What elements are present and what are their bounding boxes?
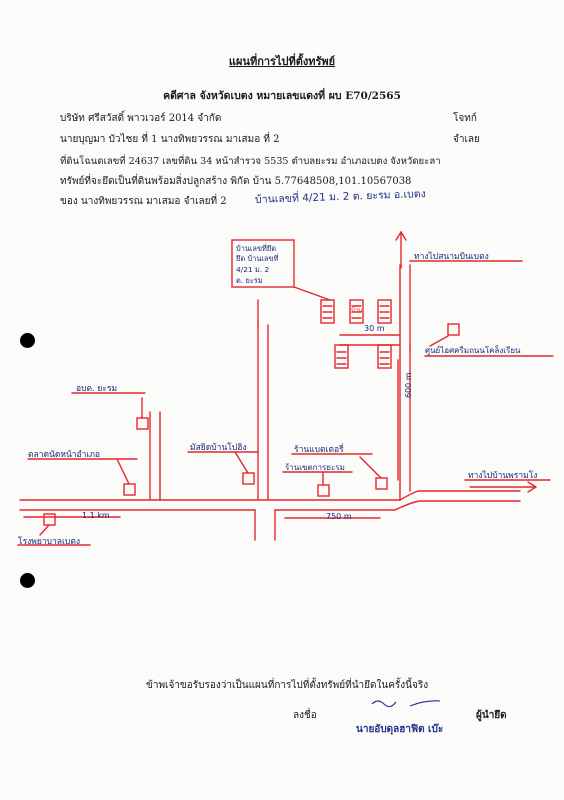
target-box-line-2: ยึด บ้านเลขที่ bbox=[236, 254, 279, 263]
house-marker-label: บ้าน bbox=[351, 307, 363, 314]
distance-1-1km: 1.1 km bbox=[82, 511, 110, 520]
landmark-center-label: มัสยิดบ้านโปฮิง bbox=[190, 443, 247, 453]
deed-line: ที่ดินโฉนดเลขที่ 24637 เลขที่ดิน 34 หน้าสำรวจ 5535 ตำบลยะรม อำเภอเบตง จังหวัดยะลา bbox=[60, 156, 441, 167]
court-case-line: คดีศาล จังหวัดเบตง หมายเลขแดงที่ ผบ E70/2565 bbox=[163, 90, 401, 102]
distance-750m: 750 m bbox=[326, 512, 352, 521]
plaintiff-role: โจทก์ bbox=[453, 113, 477, 124]
landmark-left-label: ตลาดนัดหน้าอำเภอ bbox=[28, 450, 101, 460]
defendant-role: จำเลย bbox=[453, 134, 480, 145]
distance-600m: 600 m bbox=[404, 372, 413, 398]
signer-name: นายอับดุลฮาฟิต เบ๊ะ bbox=[356, 724, 444, 735]
plaintiff-line: บริษัท ศรีสวัสดิ์ พาวเวอร์ 2014 จำกัด bbox=[60, 113, 222, 124]
target-box-line-1: บ้านเลขที่ยึด bbox=[236, 244, 277, 253]
sign-label: ลงชื่อ bbox=[293, 710, 317, 721]
property-type-line: ทรัพย์ที่จะยึดเป็นที่ดินพร้อมสิ่งปลูกสร้าง พิกัด บ้าน 5.77648508,101.10567038 bbox=[60, 176, 412, 187]
road-east-label: ทางไปบ้านพรามโง bbox=[468, 471, 538, 481]
target-box-line-3: 4/21 ม. 2 bbox=[236, 265, 270, 274]
owner-line: ของ นางทิพยวรรณ มาเสมอ จำเลยที่ 2 bbox=[60, 196, 227, 207]
landmark-bottom-left-label: โรงพยาบาลเบตง bbox=[18, 537, 80, 547]
certification-text: ข้าพเจ้าขอรับรองว่าเป็นแผนที่การไปที่ตั้งทรัพย์ที่นำยึดในครั้งนี้จริง bbox=[146, 680, 429, 691]
target-box-line-4: ต. ยะรม bbox=[236, 276, 263, 285]
road-north-label: ทางไปสนามบินเบตง bbox=[414, 252, 489, 262]
landmark-center-right-2: ร้านเขตการยะรม bbox=[285, 463, 345, 472]
defendant-line: นายบุญมา บัวไชย ที่ 1 นางทิพยวรรณ มาเสมอ ที่ 2 bbox=[60, 134, 280, 145]
handwritten-address: บ้านเลขที่ 4/21 ม. 2 ต. ยะรม อ.เบตง bbox=[254, 188, 426, 206]
landmark-right-label: ศูนย์ไอศครีมถนนโคล็งเรียน bbox=[425, 346, 521, 355]
landmark-left-top-label: อบต. ยะรม bbox=[76, 384, 118, 394]
landmark-center-right-1: ร้านแบตเตอรี่ bbox=[294, 445, 344, 455]
page-title: แผนที่การไปที่ตั้งทรัพย์ bbox=[228, 55, 336, 68]
distance-30m: 30 m bbox=[364, 324, 385, 333]
signer-role: ผู้นำยึด bbox=[476, 710, 507, 721]
